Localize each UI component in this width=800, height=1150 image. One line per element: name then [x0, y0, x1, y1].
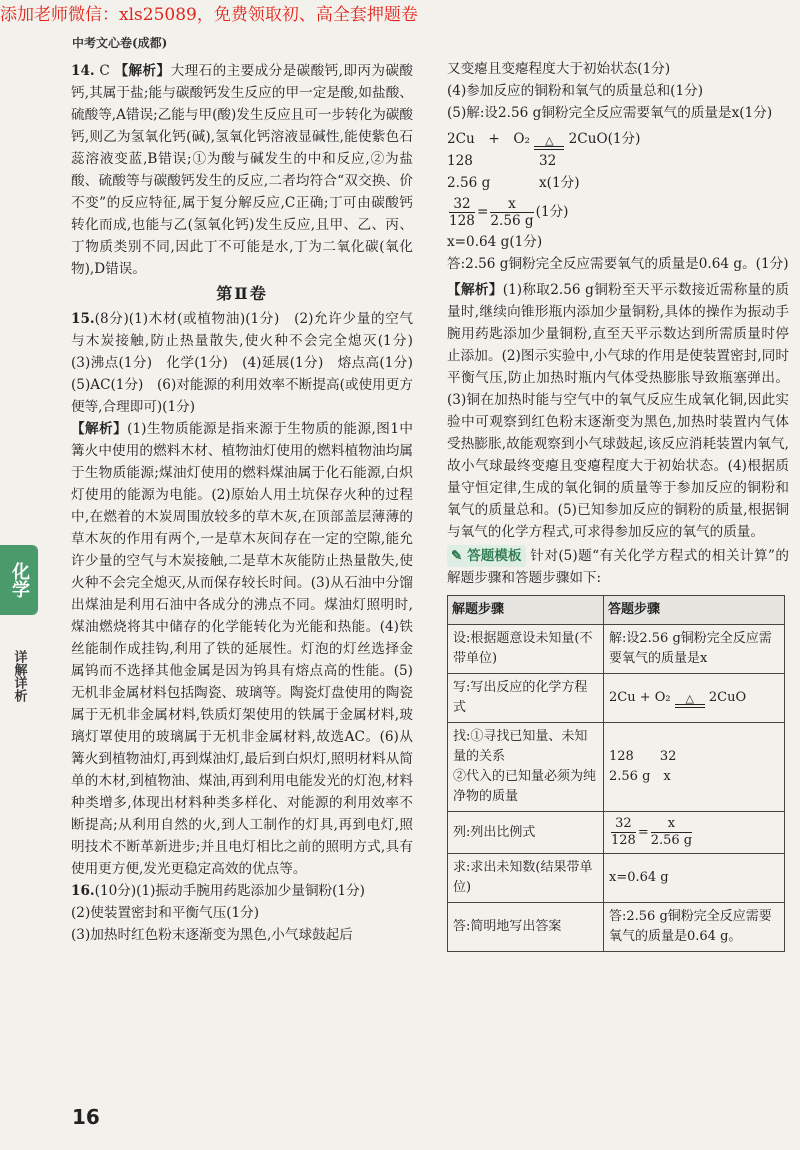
table-cell: [448, 723, 604, 812]
eq-left: 2Cu + O₂: [447, 131, 530, 147]
table-cell: 答:简明地写出答案: [448, 903, 604, 952]
table-cell-equation: [604, 674, 785, 723]
tbl-num-2: x: [651, 816, 692, 833]
running-header: 中考文心卷(成都): [72, 36, 168, 50]
table-row: [448, 903, 785, 952]
question-15: [71, 308, 427, 418]
eq-arrow: [534, 136, 564, 150]
find-given: 2.56 g x: [609, 769, 671, 784]
q15-analysis: [71, 418, 413, 880]
template-intro: [447, 545, 789, 589]
template-label-text: 答题模板: [467, 548, 522, 564]
subject-tab: 化学: [0, 545, 38, 615]
chemical-equation: [447, 128, 789, 150]
q16-cont-2: (4)参加反应的铜粉和氧气的质量总和(1分): [447, 83, 704, 99]
given-cu: 2.56 g: [447, 175, 491, 191]
q16-analysis-text: (1)称取2.56 g铜粉至天平示数接近需称量的质量时,继续向锥形瓶内添加少量铜粉,具体的操作为振动手腕用药匙添加少量铜粉,直至天平示数达到所需质量时停止添加。(2)图示实验中,小气球的作用是使装置密封,同时平衡气压,防止加热时瓶内气体受热膨胀导致瓶塞弹出。(3)铜在加热时能与空气中的氧气反应生成氧化铜,因此实验中可观察到红色粉末逐渐变为黑色,加热时装置内气体受热膨胀,故能观察到小气球鼓起,该反应消耗装置内氧气,故小气球最终变瘪且变瘪程度大于初始状态。(4)根据质量守恒定律,生成的氧化铜的质量等于参加反应的铜粉和氧气的质量总和。(5)已知参加反应的铜粉的质量,根据铜与氧气的化学方程式,可求得参加反应的氧气的质量。: [447, 282, 790, 540]
q14-answer: C: [99, 63, 110, 79]
section-title: 第Ⅱ卷: [216, 284, 268, 303]
ratio-equation: $\frac{32}{128}$ = $\frac{x}{2.56 g}$ (1分): [449, 196, 569, 229]
q14-analysis-tag: 【解析】: [114, 63, 171, 79]
table-row: [448, 812, 785, 854]
tbl-frac-2: [651, 816, 692, 849]
q15-text: (8分)(1)木材(或植物油)(1分) (2)允许少量的空气与木炭接触,防止热量散失,使火种不会完全熄灭(1分) (3)沸点(1分) 化学(1分) (4)延展(1分) 熔点高(1分) (5)AC(1分) (6)对能源的利用效率不断提高(或使用更方便等,合理即可)(1分): [71, 311, 427, 415]
x-value: x=0.64 g(1分): [447, 234, 543, 250]
question-16: [71, 880, 413, 902]
table-cell: 解:设2.56 g铜粉完全反应需要氧气的质量是x: [604, 625, 785, 674]
q14-number: 14.: [71, 63, 95, 79]
ratio-frac-1: [449, 196, 475, 229]
q16-line-1: (10分)(1)振动手腕用药匙添加少量铜粉(1分): [94, 883, 365, 899]
tbl-frac-1: [611, 816, 636, 849]
steps-table: [447, 595, 785, 952]
table-cell: 设:根据题意设未知量(不带单位): [448, 625, 604, 674]
template-text: 针对(5)题“有关化学方程式的相关计算”的解题步骤和答题步骤如下:: [447, 548, 790, 586]
q16-analysis: [447, 279, 789, 543]
q16-cont-3: (5)解:设2.56 g铜粉完全反应需要氧气的质量是x(1分): [447, 105, 773, 121]
table-cell: x=0.64 g: [604, 854, 785, 903]
tbl-eq-delta: △: [685, 692, 694, 705]
ratio-score: (1分): [535, 204, 569, 220]
q16-cont-1: 又变瘪且变瘪程度大于初始状态(1分): [447, 61, 671, 77]
tbl-eq-arrow: [675, 694, 705, 708]
unknown-o2: x(1分): [539, 175, 580, 191]
side-tab: [0, 545, 44, 745]
tbl-den-1: 128: [611, 833, 636, 848]
watermark: 添加老师微信：xls25089，免费领取初、高全套押题卷: [0, 5, 418, 25]
right-column: [447, 58, 789, 952]
table-cell: 求:求出未知数(结果带单位): [448, 854, 604, 903]
left-column: [71, 60, 427, 946]
q15-analysis-tag: 【解析】: [71, 421, 128, 437]
template-label: ✎ 答题模板: [447, 545, 526, 567]
table-cell: 写:写出反应的化学方程式: [448, 674, 604, 723]
tbl-den-2: 2.56 g: [650, 833, 693, 848]
find-masses: 128 32: [609, 749, 677, 764]
table-cell-ratio: $\frac{32}{128}$ = $\frac{x}{2.56 g}$: [604, 812, 785, 854]
table-header-answer: 答题步骤: [604, 596, 785, 625]
ratio-num-2: x: [490, 196, 533, 213]
mass-o2: 32: [539, 153, 557, 169]
tbl-num-1: 32: [611, 816, 636, 833]
q16-line-2: (2)使装置密封和平衡气压(1分): [71, 905, 260, 921]
tbl-eq-left: 2Cu + O₂: [609, 690, 671, 705]
q16-line-3: (3)加热时红色粉末逐渐变为黑色,小气球鼓起后: [71, 927, 353, 943]
ratio-den-1: 128: [449, 213, 475, 229]
ratio-den-2: 2.56 g: [490, 213, 534, 229]
find-step-2: ②代入的已知量必须为纯净物的质量: [453, 769, 597, 804]
ratio-num-1: 32: [449, 196, 475, 213]
q16-number: 16.: [71, 883, 95, 899]
table-header-solve: 解题步骤: [448, 596, 604, 625]
mass-row-1: [447, 150, 789, 172]
table-cell: 答:2.56 g铜粉完全反应需要氧气的质量是0.64 g。: [604, 903, 785, 952]
answer-line: 答:2.56 g铜粉完全反应需要氧气的质量是0.64 g。(1分): [447, 256, 789, 272]
q16-analysis-tag: 【解析】: [447, 282, 503, 298]
table-cell: [604, 723, 785, 812]
eq-right: 2CuO(1分): [568, 131, 641, 147]
table-header-row: [448, 596, 785, 625]
q14-text: 大理石的主要成分是碳酸钙,即丙为碳酸钙,其属于盐;能与碳酸钙发生反应的甲一定是酸,如盐酸、硫酸等,A错误;乙能与甲(酸)发生反应且可一步转化为碳酸钙,则乙为氢氧化钙(碱),氢氧化钙溶液显碱性,能使紫色石蕊溶液变蓝,B错误;①为酸与碱发生的中和反应,②为盐酸、硫酸等与碳酸钙发生的反应,二者均符合“双交换、价不变”的反应特征,属于复分解反应,C正确;丁可由碳酸钙转化而成,也能与乙(氢氧化钙)发生反应,且甲、乙、丙、丁物质类别不同,因此丁不可能是水,丁为二氧化碳(氧化物),D错误。: [71, 63, 413, 277]
table-row: [448, 625, 785, 674]
mass-cu: 128: [447, 153, 473, 169]
table-row: [448, 723, 785, 812]
question-14: [71, 60, 413, 280]
page-number: 16: [72, 1105, 100, 1129]
find-step-1: 找:①寻找已知量、未知量的关系: [453, 729, 588, 764]
table-cell: 列:列出比例式: [448, 812, 604, 854]
table-row: [448, 854, 785, 903]
q15-analysis-text: (1)生物质能源是指来源于生物质的能源,图1中篝火中使用的燃料木材、植物油灯使用的燃料植物油均属于生物质能源;煤油灯使用的燃料煤油属于化石能源,白炽灯使用的能源为电能。(2)原始人用土坑保存火种的过程中,在燃着的木炭周围放较多的草木灰,在顶部盖层薄薄的草木灰的作用有两个,一是草木灰间存在一定的空隙,能允许少量的空气与木炭接触,二是草木灰能防止热量散失,使火种不会完全熄灭,从而保存较长时间。(3)从石油中分馏出煤油是利用石油中各成分的沸点不同。煤油灯照明时,煤油燃烧将其中储存的化学能转化为光能和热能。(4)铁丝能制作成挂钩,利用了铁的延展性。灯泡的灯丝选择金属钨而不选择其他金属是因为钨具有熔点高的性能。(5)无机非金属材料包括陶瓷、玻璃等。陶瓷灯盘使用的陶瓷属于无机非金属材料,铁质灯架使用的铁属于金属材料,玻璃灯罩使用的玻璃属于无机非金属材料,故选AC。(6)从篝火到植物油灯,再到煤油灯,最后到白炽灯,照明材料从简单的木材,到植物油、煤油,再到利用电能发光的灯泡,材料种类增多,体现出材料种类多样化、对能源的利用效率不断提高;从利用自然的火,到人工制作的灯具,再到电灯,照明技术不断革新进步;并且电灯相比之前的照明方式,具有使用更方便,发光更稳定高效的优点等。: [71, 421, 414, 877]
ratio-frac-2: [490, 196, 533, 229]
tbl-eq-right: 2CuO: [708, 690, 747, 705]
tab-label: 详解详析: [11, 650, 27, 702]
q15-number: 15.: [71, 311, 95, 327]
mass-row-2: [447, 172, 789, 194]
table-row: [448, 674, 785, 723]
eq-delta: △: [545, 134, 554, 147]
